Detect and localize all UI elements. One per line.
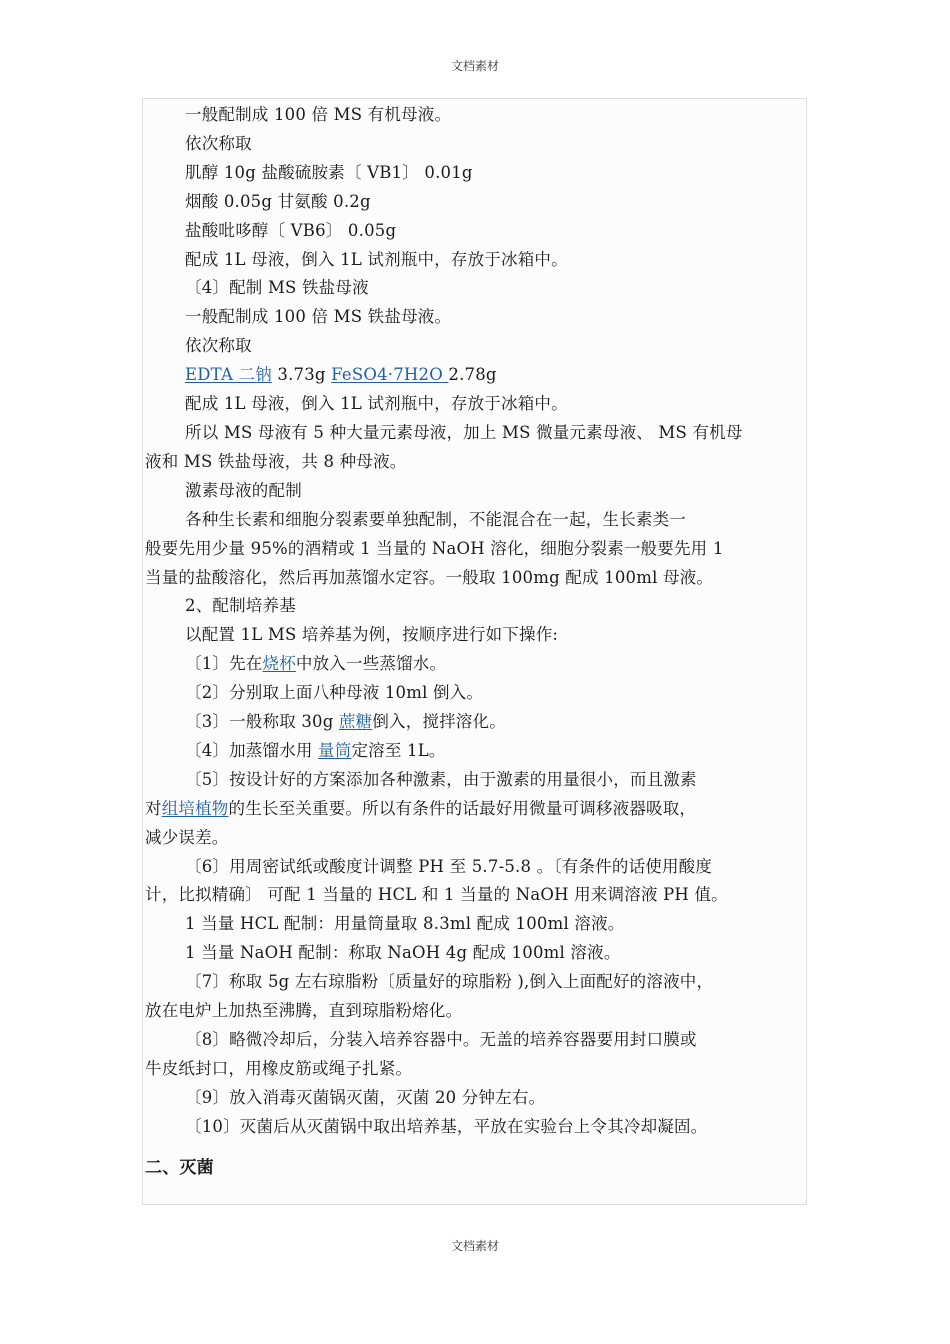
- page-footer: 文档素材: [450, 1239, 499, 1253]
- step-line: 牛皮纸封口，用橡皮筋或绳子扎紧。: [145, 1058, 413, 1078]
- paragraph-line: 烟酸 0.05g 甘氨酸 0.2g: [185, 191, 371, 211]
- spacer: [145, 1142, 805, 1154]
- text-run: 的生长至关重要。所以有条件的话最好用微量可调移液器吸取，: [228, 798, 697, 818]
- link-edta[interactable]: EDTA 二钠: [185, 365, 272, 385]
- link-tissue-culture-plant[interactable]: 组培植物: [161, 798, 229, 818]
- paragraph-line: 以配置 1L MS 培养基为例，按顺序进行如下操作:: [185, 625, 559, 645]
- paragraph-line: 肌醇 10g 盐酸硫胺素〔 VB1〕 0.01g: [185, 162, 473, 182]
- text-run: 2.78g: [448, 365, 497, 385]
- paragraph-line: 激素母液的配制: [185, 480, 302, 500]
- paragraph-line: 液和 MS 铁盐母液，共 8 种母液。: [145, 451, 407, 471]
- link-measuring-cylinder[interactable]: 量筒: [318, 740, 352, 760]
- text-run: 〔4〕加蒸馏水用: [185, 740, 319, 760]
- text-run: 3.73g: [271, 365, 332, 385]
- paragraph-line: 各种生长素和细胞分裂素要单独配制，不能混合在一起，生长素类一: [185, 509, 686, 529]
- step-line: [145, 795, 805, 824]
- paragraph-line: 一般配制成 100 倍 MS 铁盐母液。: [185, 307, 452, 327]
- step-line: [145, 708, 805, 737]
- paragraph-line: 盐酸吡哆醇〔 VB6〕 0.05g: [185, 220, 397, 240]
- document-body: [145, 101, 805, 1182]
- step-line: [145, 737, 805, 766]
- paragraph-line: [145, 361, 805, 390]
- step-line: 〔2〕分别取上面八种母液 10ml 倒入。: [185, 683, 484, 703]
- step-line: 〔10〕灭菌后从灭菌锅中取出培养基，平放在实验台上令其冷却凝固。: [185, 1116, 708, 1136]
- section-heading: 二、灭菌: [145, 1157, 214, 1178]
- paragraph-line: 〔4〕配制 MS 铁盐母液: [185, 278, 369, 298]
- paragraph-line: 一般配制成 100 倍 MS 有机母液。: [185, 105, 452, 124]
- step-line: 放在电炉上加热至沸腾，直到琼脂粉熔化。: [145, 1001, 463, 1021]
- text-run: 对: [145, 798, 162, 818]
- text-run: 〔3〕一般称取 30g: [185, 712, 339, 732]
- step-line: 1 当量 HCL 配制：用量筒量取 8.3ml 配成 100ml 溶液。: [185, 914, 625, 934]
- text-run: 〔1〕先在: [185, 654, 263, 674]
- step-line: 1 当量 NaOH 配制：称取 NaOH 4g 配成 100ml 溶液。: [185, 943, 621, 963]
- paragraph-line: 当量的盐酸溶化，然后再加蒸馏水定容。一般取 100mg 配成 100ml 母液。: [145, 567, 714, 587]
- text-run: 定溶至 1L。: [351, 740, 446, 760]
- link-sucrose[interactable]: 蔗糖: [338, 712, 373, 732]
- paragraph-line: 依次称取: [185, 336, 252, 356]
- text-run: 倒入，搅拌溶化。: [372, 712, 506, 732]
- page-header: 文档素材: [450, 59, 499, 73]
- link-feso4[interactable]: FeSO4·7H2O: [331, 365, 449, 385]
- step-line: 〔5〕按设计好的方案添加各种激素，由于激素的用量很小，而且激素: [185, 769, 697, 789]
- text-run: 中放入一些蒸馏水。: [295, 654, 447, 674]
- paragraph-line: 依次称取: [185, 133, 252, 153]
- step-line: 〔6〕用周密试纸或酸度计调整 PH 至 5.7-5.8 。〔有条件的话使用酸度: [185, 856, 713, 876]
- paragraph-line: 2、配制培养基: [185, 596, 296, 616]
- step-line: 减少误差。: [145, 827, 229, 847]
- step-line: 〔8〕略微冷却后，分装入培养容器中。无盖的培养容器要用封口膜或: [185, 1030, 697, 1049]
- step-line: 计，比拟精确〕 可配 1 当量的 HCL 和 1 当量的 NaOH 用来调溶液 PH 值。: [145, 885, 728, 905]
- paragraph-line: 配成 1L 母液，倒入 1L 试剂瓶中，存放于冰箱中。: [185, 249, 568, 269]
- step-line: [145, 650, 805, 679]
- link-beaker[interactable]: 烧杯: [262, 654, 296, 674]
- step-line: 〔7〕称取 5g 左右琼脂粉〔质量好的琼脂粉 ),倒入上面配好的溶液中，: [185, 972, 714, 992]
- step-line: 〔9〕放入消毒灭菌锅灭菌，灭菌 20 分钟左右。: [185, 1087, 546, 1107]
- paragraph-line: 配成 1L 母液，倒入 1L 试剂瓶中，存放于冰箱中。: [185, 394, 568, 414]
- paragraph-line: 般要先用少量 95%的酒精或 1 当量的 NaOH 溶化，细胞分裂素一般要先用 1: [145, 538, 724, 558]
- paragraph-line: 所以 MS 母液有 5 种大量元素母液，加上 MS 微量元素母液、 MS 有机母: [185, 422, 743, 442]
